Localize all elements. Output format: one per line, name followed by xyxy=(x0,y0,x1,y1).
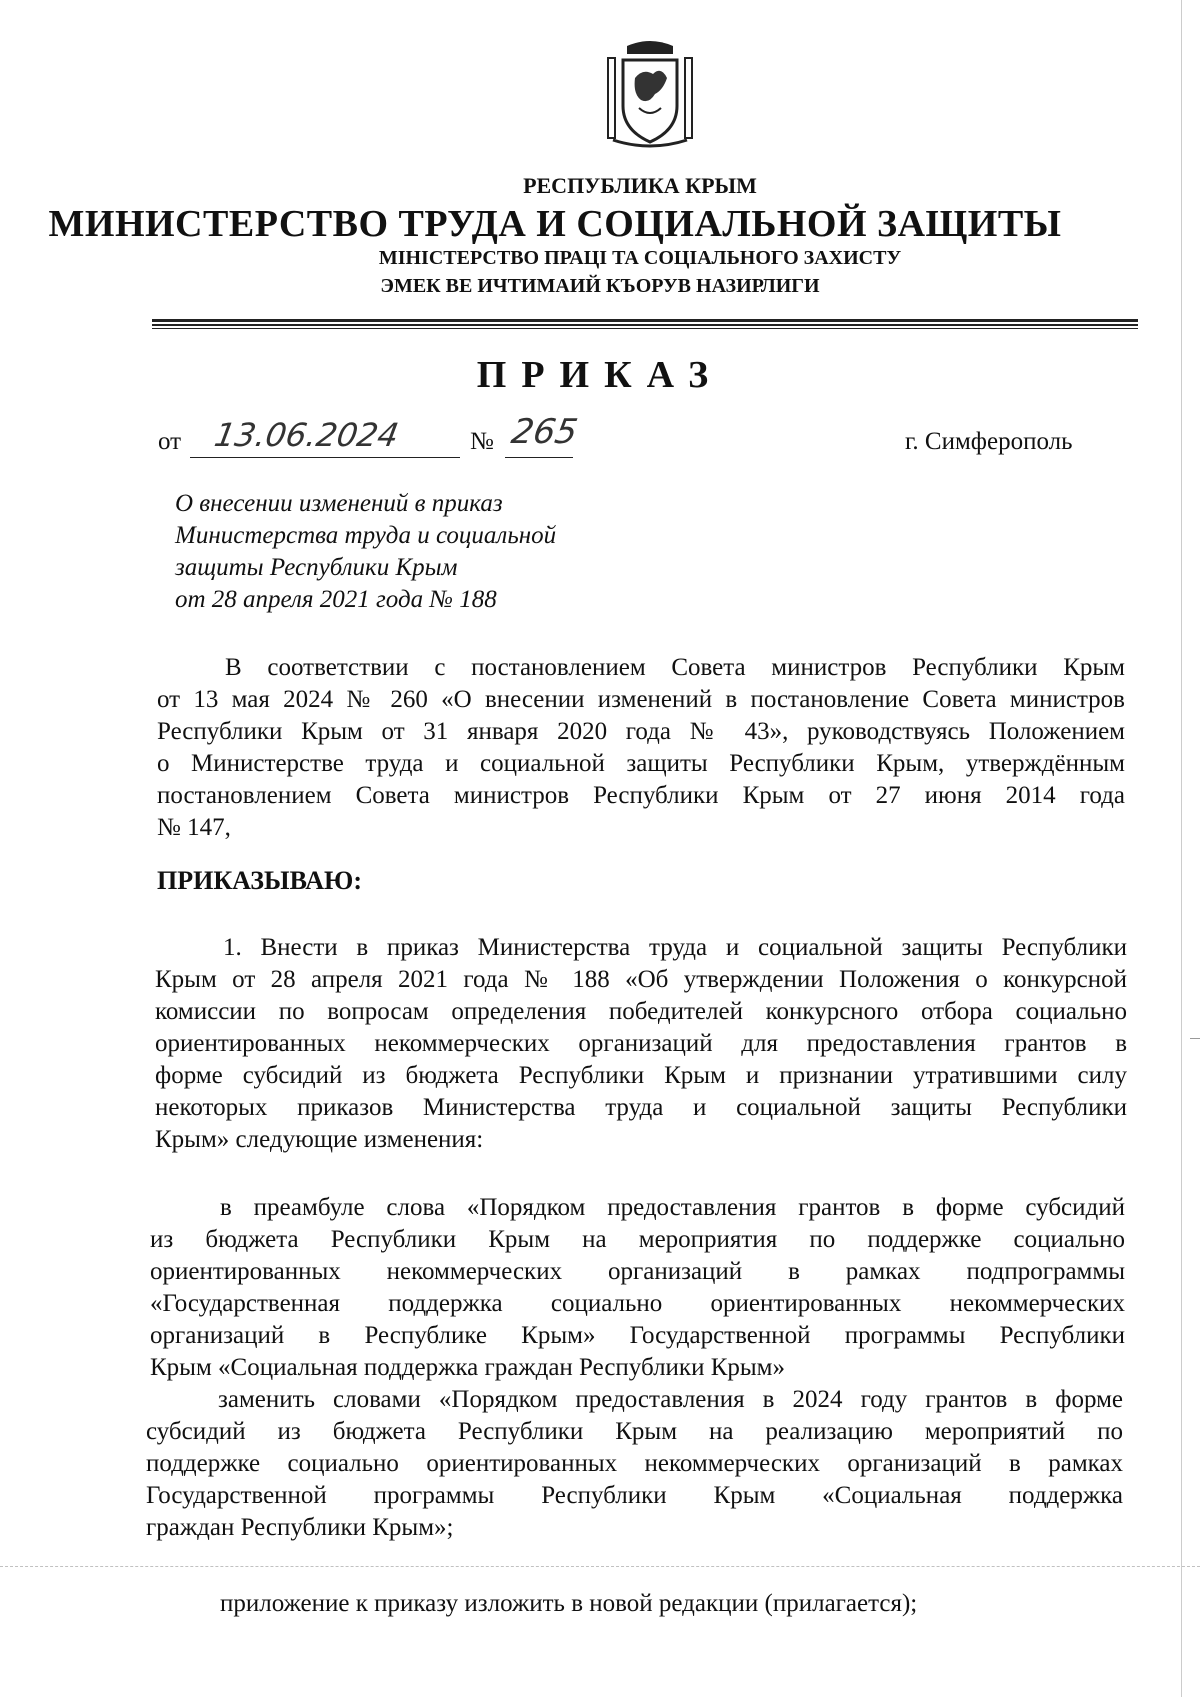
order-heading: ПРИКАЗЫВАЮ: xyxy=(157,866,362,895)
text-line: комиссии по вопросам определения победителей конкурсного отбора социально xyxy=(155,998,1127,1025)
text-line: поддержке социально ориентированных некоммерческих организаций в рамках xyxy=(146,1450,1123,1477)
text-line: организаций в Республике Крым» Государственной программы Республики xyxy=(150,1322,1125,1349)
ministry-name-uk: МІНІСТЕРСТВО ПРАЦІ ТА СОЦІАЛЬНОГО ЗАХИСТУ xyxy=(378,247,902,269)
text-line: в преамбуле слова «Порядком предоставления грантов в форме субсидий xyxy=(220,1194,1125,1221)
text-line: 1. Внести в приказ Министерства труда и социальной защиты Республики xyxy=(223,934,1127,961)
ministry-name-ru: МИНИСТЕРСТВО ТРУДА И СОЦИАЛЬНОЙ ЗАЩИТЫ xyxy=(48,203,1062,245)
text-line: субсидий из бюджета Республики Крым на реализацию мероприятий по xyxy=(146,1418,1123,1445)
order-date: 13.06.2024 xyxy=(211,416,402,454)
number-sign-label: № xyxy=(470,428,494,455)
text-line: некоторых приказов Министерства труда и социальной защиты Республики xyxy=(155,1094,1127,1121)
subject-line: от 28 апреля 2021 года № 188 xyxy=(175,586,497,613)
subject-line: защиты Республики Крым xyxy=(175,554,458,581)
document-type-title: ПРИКАЗ xyxy=(476,354,724,396)
subject-line: Министерства труда и социальной xyxy=(175,522,557,549)
text-line: форме субсидий из бюджета Республики Крым и признании утратившими силу xyxy=(155,1062,1127,1089)
text-line: постановлением Совета министров Республики Крым от 27 июня 2014 года xyxy=(157,782,1125,809)
item-1-paragraph xyxy=(155,932,1127,1156)
text-line: Крым от 28 апреля 2021 года № 188 «Об утверждении Положения о конкурсной xyxy=(155,966,1127,993)
text-line: № 147, xyxy=(157,814,231,841)
text-line: Государственной программы Республики Крым «Социальная поддержка xyxy=(146,1482,1123,1509)
date-underline xyxy=(190,457,460,458)
text-line: из бюджета Республики Крым на мероприятия по поддержке социально xyxy=(150,1226,1125,1253)
text-line: ориентированных некоммерческих организаций в рамках подпрограммы xyxy=(150,1258,1125,1285)
date-prefix-label: от xyxy=(158,428,182,455)
text-line: В соответствии с постановлением Совета министров Республики Крым xyxy=(225,654,1125,681)
republic-name: РЕСПУБЛИКА КРЫМ xyxy=(523,173,757,198)
preamble-paragraph xyxy=(157,652,1125,844)
text-line: Республики Крым от 31 января 2020 года № 43», руководствуясь Положением xyxy=(157,718,1125,745)
header-rule-thick xyxy=(152,319,1138,322)
subject-line: О внесении изменений в приказ xyxy=(175,490,503,517)
text-line: Крым «Социальная поддержка граждан Республики Крым» xyxy=(150,1354,785,1381)
preamble-change-paragraph xyxy=(150,1192,1125,1384)
text-line: «Государственная поддержка социально ориентированных некоммерческих xyxy=(150,1290,1125,1317)
order-number: 265 xyxy=(508,412,581,452)
header-rule-thin xyxy=(152,328,1138,329)
order-subject xyxy=(175,488,556,616)
scan-edge xyxy=(1181,0,1182,1697)
number-underline xyxy=(505,457,573,458)
text-line: граждан Республики Крым»; xyxy=(146,1514,454,1541)
text-line: от 13 мая 2024 № 260 «О внесении изменений в постановление Совета министров xyxy=(157,686,1125,713)
text-line: заменить словами «Порядком предоставления в 2024 году грантов в форме xyxy=(218,1386,1123,1413)
replacement-paragraph xyxy=(146,1384,1123,1544)
header-rule-mid xyxy=(152,324,1138,326)
scan-margin-mark xyxy=(1190,1038,1200,1039)
appendix-line: приложение к приказу изложить в новой редакции (прилагается); xyxy=(220,1590,918,1617)
text-line: о Министерстве труда и социальной защиты Республики Крым, утверждённым xyxy=(157,750,1125,777)
scan-fold-line xyxy=(0,1566,1200,1567)
city-label: г. Симферополь xyxy=(905,428,1073,455)
ministry-name-crh: ЭМЕК ВЕ ИЧТИМАИЙ КЪОРУВ НАЗИРЛИГИ xyxy=(380,275,820,297)
coat-of-arms-icon xyxy=(605,38,695,150)
text-line: Крым» следующие изменения: xyxy=(155,1126,484,1153)
text-line: ориентированных некоммерческих организаций для предоставления грантов в xyxy=(155,1030,1127,1057)
